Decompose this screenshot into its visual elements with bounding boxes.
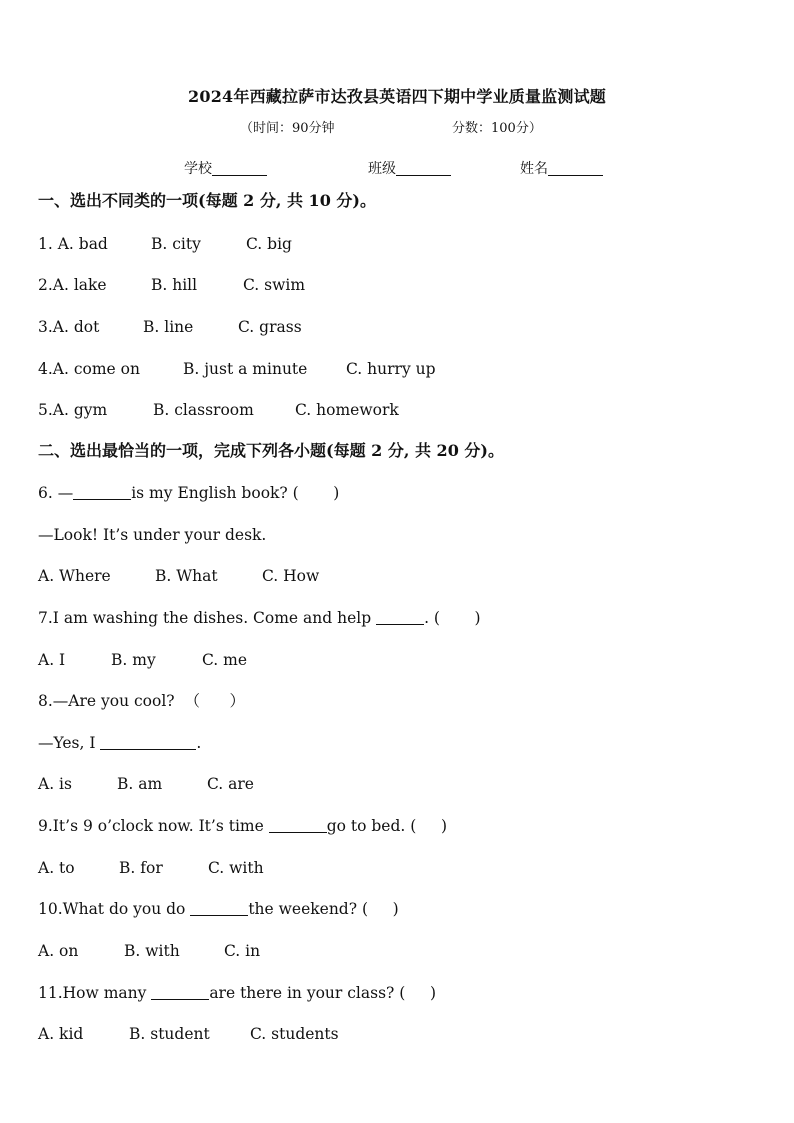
- question-11: 11.How many are there in your class? ( ): [38, 984, 436, 1002]
- option-c[interactable]: C. students: [250, 1025, 339, 1043]
- question-6-line-2: —Look! It’s under your desk.: [38, 526, 267, 544]
- answer-blank[interactable]: [73, 484, 131, 500]
- school-blank[interactable]: [212, 159, 267, 176]
- exam-score: 分数：100分）: [452, 121, 542, 136]
- option-b[interactable]: B. line: [143, 318, 194, 336]
- section-1-heading: 一、选出不同类的一项(每题 2 分, 共 10 分)。: [38, 191, 376, 210]
- option-b[interactable]: B. student: [129, 1025, 210, 1043]
- option-b[interactable]: B. for: [119, 859, 163, 877]
- option-c[interactable]: C. are: [207, 775, 254, 793]
- name-field[interactable]: [520, 158, 603, 178]
- option-a[interactable]: A. Where: [38, 567, 111, 585]
- option-a[interactable]: A. lake: [52, 276, 107, 294]
- option-b[interactable]: B. city: [151, 235, 201, 253]
- class-blank[interactable]: [396, 159, 451, 176]
- question-number: 3.A. dot: [38, 318, 100, 336]
- question-number: 4.A. come on: [38, 360, 140, 378]
- option-a[interactable]: A. come on: [52, 360, 140, 378]
- option-b[interactable]: B. just a minute: [183, 360, 308, 378]
- school-label: 学校: [184, 161, 212, 177]
- option-a[interactable]: A. to: [38, 859, 75, 877]
- option-c[interactable]: C. grass: [238, 318, 302, 336]
- question-number: 1. A. bad: [38, 235, 108, 253]
- question-7: 7.I am washing the dishes. Come and help . ( ): [38, 609, 481, 627]
- question-number: 5.A. gym: [38, 401, 108, 419]
- answer-blank[interactable]: [376, 609, 424, 625]
- option-b[interactable]: B. hill: [151, 276, 198, 294]
- section-2-heading: 二、选出最恰当的一项，完成下列各小题(每题 2 分, 共 20 分)。: [38, 441, 504, 460]
- student-info-row: [0, 158, 794, 180]
- option-a[interactable]: A. I: [38, 651, 66, 669]
- question-8-line-2: —Yes, I .: [38, 734, 202, 752]
- option-b[interactable]: B. classroom: [153, 401, 254, 419]
- question-number: 2.A. lake: [38, 276, 107, 294]
- option-b[interactable]: B. What: [155, 567, 218, 585]
- option-a[interactable]: A. kid: [38, 1025, 84, 1043]
- answer-blank[interactable]: [151, 984, 209, 1000]
- option-a[interactable]: A. is: [38, 775, 72, 793]
- exam-meta: [0, 117, 794, 137]
- option-a[interactable]: A. gym: [52, 401, 108, 419]
- name-blank[interactable]: [548, 159, 603, 176]
- option-c[interactable]: C. in: [224, 942, 261, 960]
- question-6: 6. — is my English book? ( ): [38, 484, 340, 502]
- option-c[interactable]: C. big: [246, 235, 292, 253]
- class-field[interactable]: [368, 158, 451, 178]
- question-10: 10.What do you do the weekend? ( ): [38, 900, 399, 918]
- name-label: 姓名: [520, 161, 548, 177]
- option-c[interactable]: C. hurry up: [346, 360, 436, 378]
- question-9: 9.It’s 9 o’clock now. It’s time go to bed. ( ): [38, 817, 447, 835]
- option-c[interactable]: C. homework: [295, 401, 399, 419]
- option-b[interactable]: B. my: [111, 651, 156, 669]
- option-c[interactable]: C. me: [202, 651, 248, 669]
- option-b[interactable]: B. am: [117, 775, 163, 793]
- class-label: 班级: [368, 161, 396, 177]
- page-title: 2024年西藏拉萨市达孜县英语四下期中学业质量监测试题: [188, 87, 606, 106]
- option-a[interactable]: A. dot: [52, 318, 100, 336]
- school-field[interactable]: [184, 158, 267, 178]
- option-a[interactable]: A. bad: [57, 235, 108, 253]
- option-a[interactable]: A. on: [38, 942, 79, 960]
- answer-blank[interactable]: [190, 900, 248, 916]
- answer-blank[interactable]: [100, 734, 196, 750]
- answer-blank[interactable]: [269, 817, 327, 833]
- exam-time: （时间：90分钟: [240, 121, 335, 136]
- option-b[interactable]: B. with: [124, 942, 180, 960]
- option-c[interactable]: C. How: [262, 567, 320, 585]
- option-c[interactable]: C. with: [208, 859, 264, 877]
- question-8: 8.—Are you cool? （ ）: [38, 692, 246, 710]
- option-c[interactable]: C. swim: [243, 276, 306, 294]
